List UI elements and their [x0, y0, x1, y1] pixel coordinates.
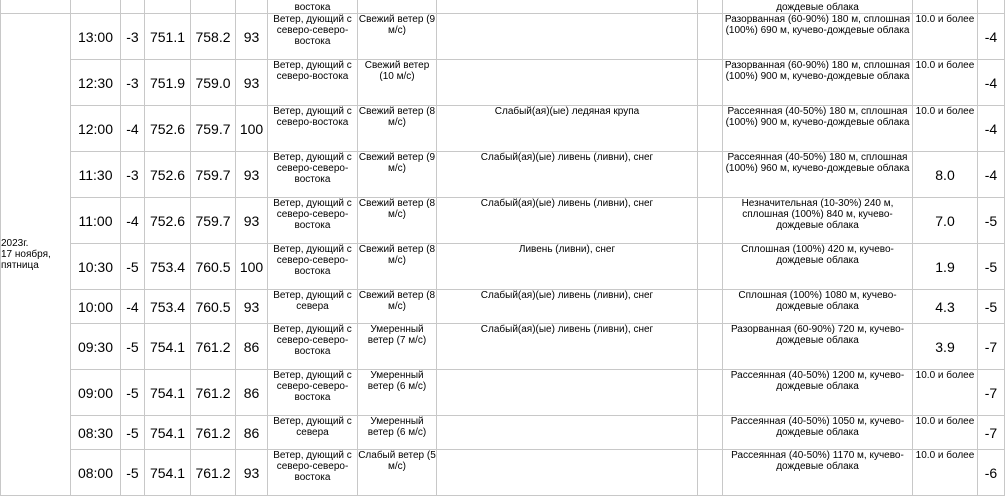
weather-phenomena-cell: Слабый(ая)(ые) ливень (ливни), снег: [437, 152, 698, 198]
pressure-station-cell: 752.6: [145, 152, 191, 198]
dew-point-cell: -7: [978, 324, 1005, 370]
wind-direction-cell: Ветер, дующий с северо-северо-востока: [268, 370, 358, 416]
humidity-cell: 93: [236, 450, 268, 496]
temperature-cell: -5: [121, 416, 145, 450]
dew-point-cell: -6: [978, 450, 1005, 496]
dew-point-cell: -5: [978, 290, 1005, 324]
table-row: [1, 152, 1005, 198]
cloud-cover-cell: Сплошная (100%) 420 м, кучево-дождевые облака: [723, 244, 913, 290]
dew-point-cell: -7: [978, 416, 1005, 450]
wind-direction-cell: Ветер, дующий с севера: [268, 416, 358, 450]
spacer-cell: [698, 198, 723, 244]
weather-phenomena-cell: [437, 14, 698, 60]
dew-point-cell: -5: [978, 198, 1005, 244]
pressure-sea-cell: 760.5: [191, 290, 236, 324]
partial-row: [1, 0, 1005, 14]
weather-phenomena-cell: [437, 370, 698, 416]
spacer-cell: [698, 244, 723, 290]
table-row: [1, 244, 1005, 290]
visibility-cell: 1.9: [913, 244, 978, 290]
weather-phenomena-cell: Ливень (ливни), снег: [437, 244, 698, 290]
spacer-cell: [698, 416, 723, 450]
temperature-cell: -5: [121, 450, 145, 496]
dew-point-cell: -4: [978, 60, 1005, 106]
partial-cloud-cover: дождевые облака: [723, 0, 913, 14]
spacer-cell: [698, 60, 723, 106]
pressure-sea-cell: 759.7: [191, 198, 236, 244]
pressure-sea-cell: 761.2: [191, 370, 236, 416]
visibility-cell: 10.0 и более: [913, 106, 978, 152]
time-cell: 13:00: [71, 14, 121, 60]
wind-direction-cell: Ветер, дующий с севера: [268, 290, 358, 324]
visibility-cell: 10.0 и более: [913, 60, 978, 106]
cloud-cover-cell: Разорванная (60-90%) 180 м, сплошная (100%) 690 м, кучево-дождевые облака: [723, 14, 913, 60]
pressure-station-cell: 754.1: [145, 324, 191, 370]
wind-speed-cell: Свежий ветер (10 м/с): [358, 60, 437, 106]
wind-speed-cell: Свежий ветер (8 м/с): [358, 106, 437, 152]
pressure-station-cell: 751.9: [145, 60, 191, 106]
partial-wind-direction: востока: [268, 0, 358, 14]
pressure-station-cell: 754.1: [145, 416, 191, 450]
spacer-cell: [698, 106, 723, 152]
weather-phenomena-cell: Слабый(ая)(ые) ледяная крупа: [437, 106, 698, 152]
temperature-cell: -5: [121, 244, 145, 290]
time-cell: 09:30: [71, 324, 121, 370]
pressure-sea-cell: 759.7: [191, 152, 236, 198]
visibility-cell: 10.0 и более: [913, 416, 978, 450]
dew-point-cell: -7: [978, 370, 1005, 416]
humidity-cell: 93: [236, 198, 268, 244]
pressure-station-cell: 754.1: [145, 450, 191, 496]
pressure-sea-cell: 761.2: [191, 450, 236, 496]
table-row: [1, 324, 1005, 370]
wind-direction-cell: Ветер, дующий с северо-востока: [268, 106, 358, 152]
wind-speed-cell: Свежий ветер (9 м/с): [358, 152, 437, 198]
cloud-cover-cell: Рассеянная (40-50%) 1170 м, кучево-дождевые облака: [723, 450, 913, 496]
cloud-cover-cell: Разорванная (60-90%) 720 м, кучево-дождевые облака: [723, 324, 913, 370]
wind-speed-cell: Свежий ветер (8 м/с): [358, 290, 437, 324]
wind-direction-cell: Ветер, дующий с северо-северо-востока: [268, 244, 358, 290]
cloud-cover-cell: Рассеянная (40-50%) 1050 м, кучево-дождевые облака: [723, 416, 913, 450]
spacer-cell: [698, 370, 723, 416]
cloud-cover-cell: Незначительная (10-30%) 240 м, сплошная (100%) 840 м, кучево-дождевые облака: [723, 198, 913, 244]
wind-speed-cell: Умеренный ветер (6 м/с): [358, 416, 437, 450]
visibility-cell: 4.3: [913, 290, 978, 324]
wind-direction-cell: Ветер, дующий с северо-северо-востока: [268, 152, 358, 198]
cloud-cover-cell: Рассеянная (40-50%) 180 м, сплошная (100%) 900 м, кучево-дождевые облака: [723, 106, 913, 152]
wind-direction-cell: Ветер, дующий с северо-северо-востока: [268, 324, 358, 370]
pressure-station-cell: 753.4: [145, 290, 191, 324]
weather-phenomena-cell: [437, 450, 698, 496]
temperature-cell: -5: [121, 324, 145, 370]
table-row: [1, 450, 1005, 496]
pressure-sea-cell: 760.5: [191, 244, 236, 290]
weather-phenomena-cell: [437, 60, 698, 106]
pressure-sea-cell: 758.2: [191, 14, 236, 60]
weather-phenomena-cell: Слабый(ая)(ые) ливень (ливни), снег: [437, 290, 698, 324]
humidity-cell: 93: [236, 290, 268, 324]
temperature-cell: -5: [121, 370, 145, 416]
date-label: [1, 14, 71, 496]
wind-speed-cell: Слабый ветер (5 м/с): [358, 450, 437, 496]
visibility-cell: 8.0: [913, 152, 978, 198]
spacer-cell: [698, 152, 723, 198]
table-row: [1, 198, 1005, 244]
time-cell: 09:00: [71, 370, 121, 416]
time-cell: 11:00: [71, 198, 121, 244]
date-label-line: 17 ноября,: [1, 249, 51, 260]
pressure-sea-cell: 761.2: [191, 324, 236, 370]
temperature-cell: -3: [121, 60, 145, 106]
weather-phenomena-cell: Слабый(ая)(ые) ливень (ливни), снег: [437, 324, 698, 370]
table-row: [1, 370, 1005, 416]
temperature-cell: -4: [121, 106, 145, 152]
wind-direction-cell: Ветер, дующий с северо-северо-востока: [268, 450, 358, 496]
date-label-line: 2023г.: [1, 238, 29, 249]
temperature-cell: -4: [121, 198, 145, 244]
humidity-cell: 86: [236, 416, 268, 450]
pressure-sea-cell: 759.0: [191, 60, 236, 106]
temperature-cell: -3: [121, 14, 145, 60]
wind-direction-cell: Ветер, дующий с северо-северо-востока: [268, 198, 358, 244]
cloud-cover-cell: Рассеянная (40-50%) 1200 м, кучево-дождевые облака: [723, 370, 913, 416]
pressure-station-cell: 751.1: [145, 14, 191, 60]
time-cell: 10:00: [71, 290, 121, 324]
date-label-line: пятница: [1, 260, 39, 271]
table-row: [1, 60, 1005, 106]
visibility-cell: 10.0 и более: [913, 450, 978, 496]
pressure-station-cell: 752.6: [145, 198, 191, 244]
time-cell: 12:30: [71, 60, 121, 106]
table-row: [1, 106, 1005, 152]
visibility-cell: 7.0: [913, 198, 978, 244]
temperature-cell: -4: [121, 290, 145, 324]
pressure-station-cell: 752.6: [145, 106, 191, 152]
spacer-cell: [698, 450, 723, 496]
wind-speed-cell: Умеренный ветер (7 м/с): [358, 324, 437, 370]
cloud-cover-cell: Разорванная (60-90%) 180 м, сплошная (100%) 900 м, кучево-дождевые облака: [723, 60, 913, 106]
pressure-sea-cell: 761.2: [191, 416, 236, 450]
time-cell: 12:00: [71, 106, 121, 152]
humidity-cell: 93: [236, 60, 268, 106]
wind-speed-cell: Свежий ветер (8 м/с): [358, 244, 437, 290]
humidity-cell: 86: [236, 324, 268, 370]
weather-phenomena-cell: Слабый(ая)(ые) ливень (ливни), снег: [437, 198, 698, 244]
wind-direction-cell: Ветер, дующий с северо-востока: [268, 60, 358, 106]
dew-point-cell: -5: [978, 244, 1005, 290]
humidity-cell: 100: [236, 244, 268, 290]
spacer-cell: [698, 14, 723, 60]
visibility-cell: 3.9: [913, 324, 978, 370]
humidity-cell: 93: [236, 14, 268, 60]
time-cell: 10:30: [71, 244, 121, 290]
visibility-cell: 10.0 и более: [913, 370, 978, 416]
spacer-cell: [698, 290, 723, 324]
wind-direction-cell: Ветер, дующий с северо-северо-востока: [268, 14, 358, 60]
visibility-cell: 10.0 и более: [913, 14, 978, 60]
dew-point-cell: -4: [978, 106, 1005, 152]
dew-point-cell: -4: [978, 152, 1005, 198]
wind-speed-cell: Свежий ветер (8 м/с): [358, 198, 437, 244]
table-row: [1, 416, 1005, 450]
humidity-cell: 86: [236, 370, 268, 416]
spacer-cell: [698, 324, 723, 370]
time-cell: 08:00: [71, 450, 121, 496]
pressure-station-cell: 754.1: [145, 370, 191, 416]
table-row: [1, 290, 1005, 324]
temperature-cell: -3: [121, 152, 145, 198]
cloud-cover-cell: Сплошная (100%) 1080 м, кучево-дождевые облака: [723, 290, 913, 324]
wind-speed-cell: Свежий ветер (9 м/с): [358, 14, 437, 60]
wind-speed-cell: Умеренный ветер (6 м/с): [358, 370, 437, 416]
weather-phenomena-cell: [437, 416, 698, 450]
table-row: [1, 14, 1005, 60]
pressure-sea-cell: 759.7: [191, 106, 236, 152]
humidity-cell: 93: [236, 152, 268, 198]
time-cell: 08:30: [71, 416, 121, 450]
dew-point-cell: -4: [978, 14, 1005, 60]
pressure-station-cell: 753.4: [145, 244, 191, 290]
time-cell: 11:30: [71, 152, 121, 198]
cloud-cover-cell: Рассеянная (40-50%) 180 м, сплошная (100%) 960 м, кучево-дождевые облака: [723, 152, 913, 198]
humidity-cell: 100: [236, 106, 268, 152]
